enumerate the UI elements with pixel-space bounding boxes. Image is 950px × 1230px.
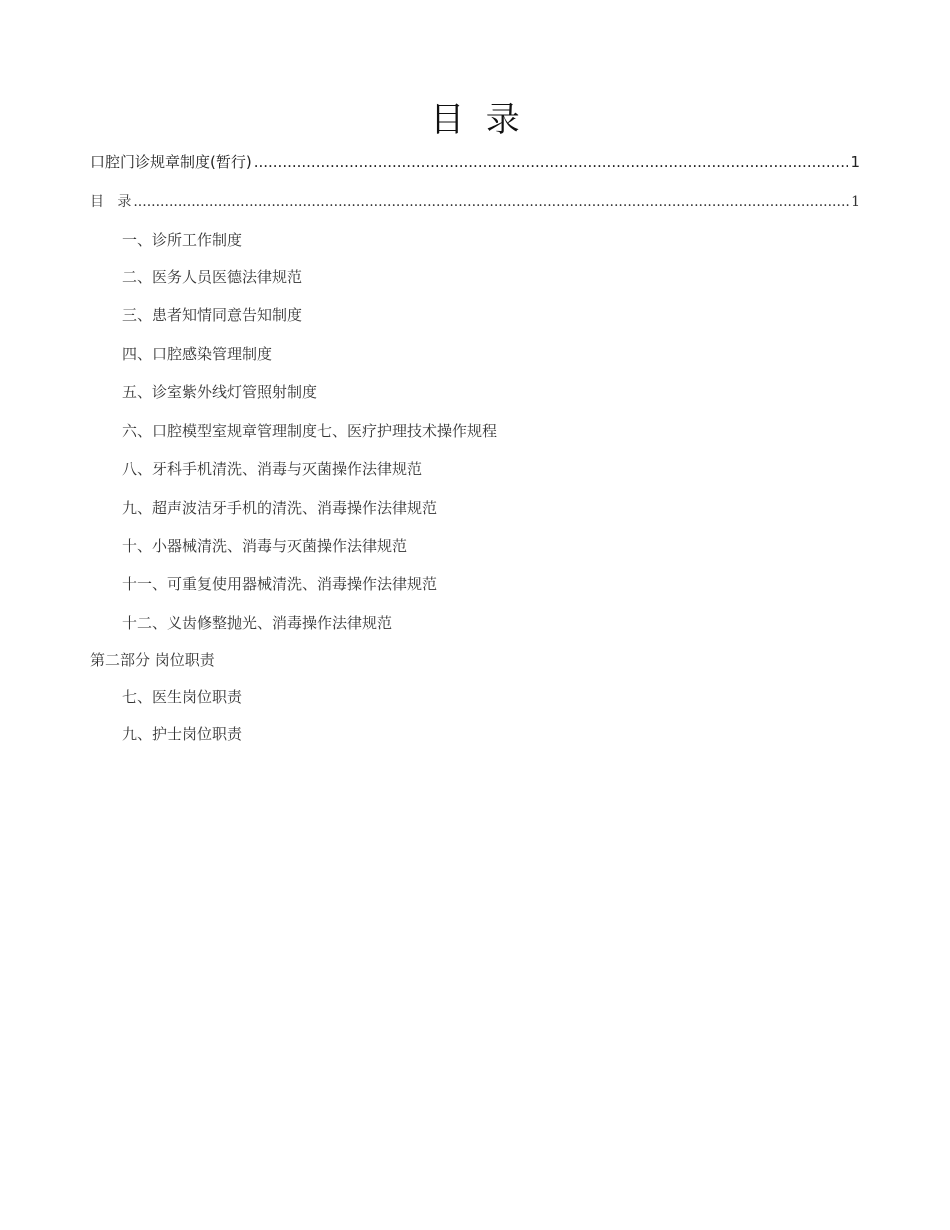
list-item: 七、医生岗位职责: [122, 688, 243, 706]
list-item: 五、诊室紫外线灯管照射制度: [122, 383, 318, 401]
list-item: 九、护士岗位职责: [122, 725, 243, 743]
list-item: 九、超声波洁牙手机的清洗、消毒操作法律规范: [122, 499, 438, 517]
toc-entry-label: 口腔门诊规章制度(暂行): [90, 153, 252, 171]
toc-entry-label: 目 录: [90, 194, 132, 210]
list-item: 四、口腔感染管理制度: [122, 345, 273, 363]
list-item: 一、诊所工作制度: [122, 231, 243, 249]
toc-page-number: 1: [850, 153, 860, 171]
list-item: 十一、可重复使用器械清洗、消毒操作法律规范: [122, 575, 438, 593]
list-item: 三、患者知情同意告知制度: [122, 306, 303, 324]
list-item: 十二、义齿修整抛光、消毒操作法律规范: [122, 614, 393, 632]
dot-leader: [254, 153, 849, 171]
page-title: 目 录: [430, 100, 520, 140]
list-item: 六、口腔模型室规章管理制度七、医疗护理技术操作规程: [122, 422, 498, 440]
toc-page-number: 1: [851, 194, 860, 210]
dot-leader: [133, 194, 849, 210]
list-item: 二、医务人员医德法律规范: [122, 268, 303, 286]
toc-entry[interactable]: [90, 151, 860, 172]
list-item: 八、牙科手机清洗、消毒与灭菌操作法律规范: [122, 460, 423, 478]
toc-entry[interactable]: [90, 191, 860, 211]
list-item: 十、小器械清洗、消毒与灭菌操作法律规范: [122, 537, 408, 555]
section-heading: 第二部分 岗位职责: [90, 651, 215, 669]
